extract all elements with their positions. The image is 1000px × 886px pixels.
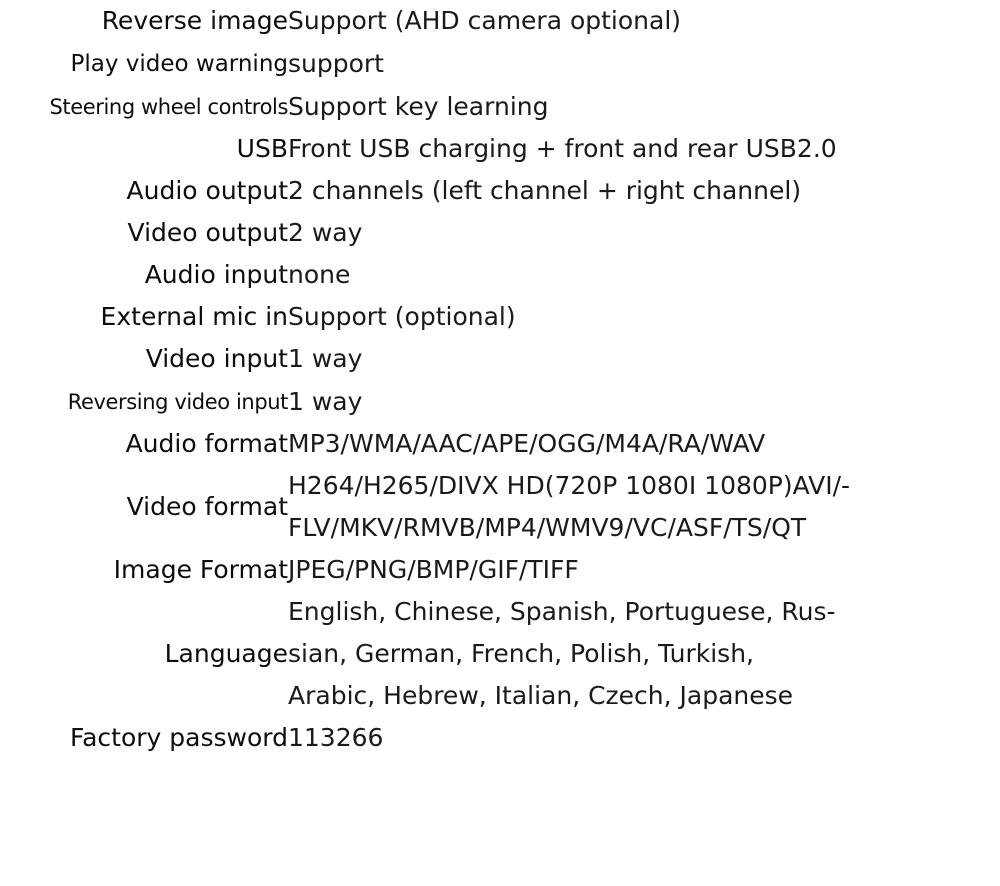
spec-label bbox=[0, 254, 288, 296]
spec-value bbox=[288, 170, 1000, 212]
spec-value-line: sian, German, French, Polish, Turkish, bbox=[288, 639, 755, 668]
spec-value-line: Support (optional) bbox=[288, 302, 516, 331]
spec-value-line: Arabic, Hebrew, Italian, Czech, Japanese bbox=[288, 681, 794, 710]
spec-value-line: 1 way bbox=[288, 386, 363, 416]
table-row bbox=[0, 717, 1000, 759]
spec-label-text: Video format bbox=[126, 492, 288, 521]
spec-value bbox=[288, 254, 1000, 296]
table-row bbox=[0, 296, 1000, 338]
spec-value-line: 2 way bbox=[288, 218, 363, 247]
spec-label-text: External mic in bbox=[100, 302, 288, 331]
spec-value-line: MP3/WMA/AAC/APE/OGG/M4A/RA/WAV bbox=[288, 429, 766, 458]
table-row bbox=[0, 591, 1000, 717]
table-row bbox=[0, 42, 1000, 85]
spec-value-line: FLV/MKV/RMVB/MP4/WMV9/VC/ASF/TS/QT bbox=[288, 513, 807, 542]
spec-label-text: Play video warning bbox=[70, 51, 288, 77]
table-row bbox=[0, 85, 1000, 128]
spec-value-line: 2 channels (left channel + right channel) bbox=[288, 176, 802, 205]
spec-label bbox=[0, 170, 288, 212]
spec-value-line: 113266 bbox=[288, 723, 384, 752]
spec-value bbox=[288, 212, 1000, 254]
spec-label-text: Steering wheel controls bbox=[49, 95, 288, 119]
spec-value-line: H264/H265/DIVX HD(720P 1080I 1080P)AVI/- bbox=[288, 471, 851, 500]
spec-label-text: Audio output bbox=[126, 176, 288, 205]
spec-label-text: Language bbox=[164, 639, 288, 668]
spec-value bbox=[288, 380, 1000, 423]
spec-value bbox=[288, 423, 1000, 465]
spec-label bbox=[0, 0, 288, 42]
table-row bbox=[0, 338, 1000, 380]
spec-label bbox=[0, 423, 288, 465]
spec-value-line: Support key learning bbox=[288, 91, 549, 121]
table-row bbox=[0, 170, 1000, 212]
spec-label-text: Video input bbox=[145, 344, 288, 373]
spec-value bbox=[288, 549, 1000, 591]
spec-label bbox=[0, 465, 288, 549]
spec-value bbox=[288, 717, 1000, 759]
spec-label bbox=[0, 591, 288, 717]
spec-label-text: USB bbox=[236, 134, 288, 163]
spec-value bbox=[288, 465, 1000, 549]
spec-value-line: Front USB charging + front and rear USB2.0 bbox=[288, 134, 837, 163]
table-row bbox=[0, 380, 1000, 423]
spec-label-text: Reversing video input bbox=[67, 390, 288, 414]
spec-label bbox=[0, 549, 288, 591]
spec-label bbox=[0, 296, 288, 338]
spec-value bbox=[288, 42, 1000, 85]
table-row bbox=[0, 212, 1000, 254]
spec-label-text: Audio input bbox=[144, 260, 288, 289]
spec-value-line: 1 way bbox=[288, 344, 363, 373]
spec-value bbox=[288, 591, 1000, 717]
table-row bbox=[0, 423, 1000, 465]
spec-label-text: Audio format bbox=[125, 429, 288, 458]
spec-value-line: English, Chinese, Spanish, Portuguese, Rus- bbox=[288, 597, 836, 626]
spec-label-text: Factory password bbox=[70, 723, 288, 752]
spec-value bbox=[288, 338, 1000, 380]
spec-label bbox=[0, 717, 288, 759]
spec-label bbox=[0, 212, 288, 254]
spec-value bbox=[288, 128, 1000, 170]
spec-value-line: JPEG/PNG/BMP/GIF/TIFF bbox=[288, 555, 579, 584]
spec-label-text: Image Format bbox=[113, 555, 288, 584]
table-row bbox=[0, 465, 1000, 549]
spec-value bbox=[288, 0, 1000, 42]
spec-label bbox=[0, 128, 288, 170]
spec-label bbox=[0, 85, 288, 128]
spec-value-line: none bbox=[288, 260, 351, 289]
spec-label bbox=[0, 42, 288, 85]
table-row bbox=[0, 549, 1000, 591]
spec-value bbox=[288, 296, 1000, 338]
spec-label bbox=[0, 338, 288, 380]
table-row bbox=[0, 0, 1000, 42]
spec-value-line: support bbox=[288, 48, 384, 78]
spec-value bbox=[288, 85, 1000, 128]
table-row bbox=[0, 254, 1000, 296]
spec-label-text: Reverse image bbox=[101, 6, 288, 35]
spec-value-line: Support (AHD camera optional) bbox=[288, 6, 682, 35]
spec-label bbox=[0, 380, 288, 423]
table-row bbox=[0, 128, 1000, 170]
spec-label-text: Video output bbox=[127, 218, 288, 247]
